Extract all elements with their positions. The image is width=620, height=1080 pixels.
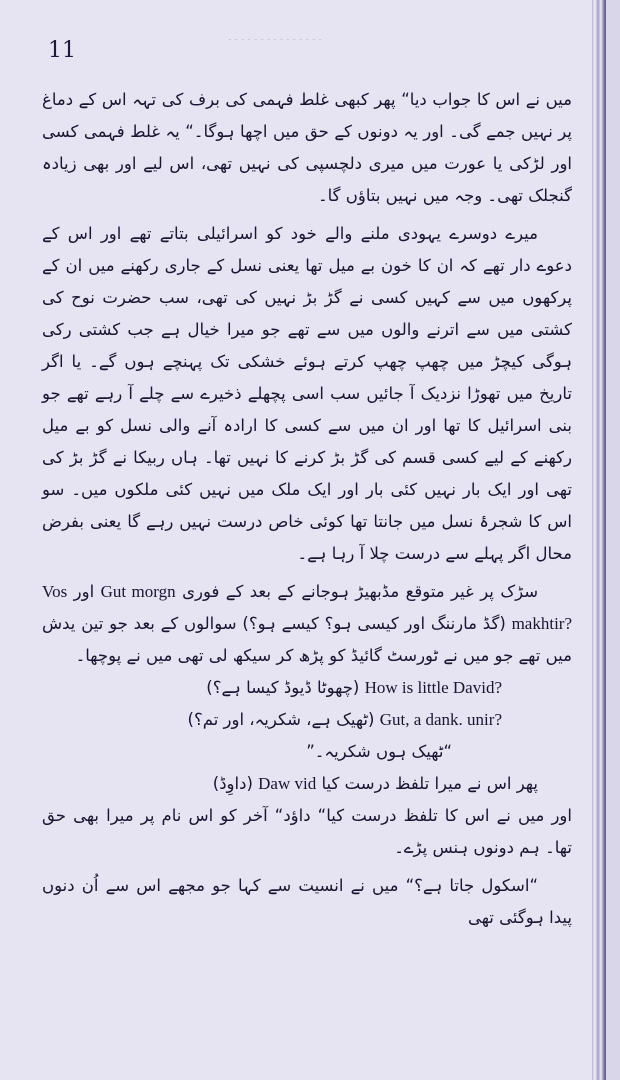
paragraph-3-and: اور — [73, 582, 95, 601]
paragraph-5: اور میں نے اس کا تلفظ درست کیا“ داؤد“ آخر کو اس نام پر میرا بھی حق تھا۔ ہم دونوں ہنس پڑے۔ — [42, 806, 572, 857]
dialogue-2-yiddish: Gut, a dank. unir? — [379, 710, 502, 729]
dialogue-2-urdu: (ٹھیک ہے، شکریہ، اور تم؟) — [187, 710, 375, 729]
paragraph-6: “اسکول جاتا ہے؟“ میں نے انسیت سے کہا جو مجھے اس سے اُن دنوں پیدا ہوگئی تھی — [42, 876, 572, 927]
dialogue-line-2 — [42, 704, 572, 736]
bleed-through-header: ۔۔۔۔۔۔۔۔۔۔۔۔۔۔۔ — [226, 30, 324, 43]
paragraph-3-start: سڑک پر غیر متوقع مڈبھیڑ ہوجانے کے بعد کے فوری — [182, 582, 539, 601]
page-number: 11 — [48, 38, 76, 63]
paragraph-4-start: پھر اس نے میرا تلفظ درست کیا — [321, 774, 538, 793]
dialogue-line-3: “ٹھیک ہوں شکریہ۔” — [306, 742, 452, 761]
pronunciation-daw-vid: Daw vid — [258, 774, 317, 793]
greeting-vos-makhtir: Vos makhtir? — [42, 582, 572, 633]
paragraph-2: میرے دوسرے یہودی ملنے والے خود کو اسرائیلی بتاتے تھے اور اس کے دعوے دار تھے کہ ان کا خون بے میل تھا یعنی نسل کے جاری رکھنے میں ان کے پرکھوں میں سے کہیں کسی نے گڑ بڑ نہیں کی تھی، سب حضرت نوح کی کشتی میں سے اترنے والوں میں سے تھے جو میرا خیال ہے جب کشتی رکی ہوگی کیچڑ میں چھپ چھپ کرتے ہوئے خشکی تک پہنچے ہوں گے۔ یا اگر تاریخ میں تھوڑا نزدیک آ جائیں سب اسی پچھلے ذخیرے سے چلے آ رہے تھے جو بنی اسرائیل کا تھا اور ان میں سے کسی کا ارادہ آنے والی نسل کو بے میل رکھنے کے لیے کسی قسم کی گڑ بڑ کرنے کا نہیں تھا۔ ہاں ربیکا نے گڑ بڑ کی تھی اور ایک بار نہیں کئی بار اور ایک ملک میں نہیں کئی ملکوں میں۔ سو اس کا شجرۂ نسل میں جانتا تھا کوئی خاص درست نہیں رہے گا یعنی بفرض محال اگر پہلے سے درست چلا آ رہا ہے۔ — [42, 224, 572, 563]
paragraph-3 — [42, 576, 572, 672]
paragraph-4-end: (داوِڈ) — [212, 774, 253, 793]
dialogue-line-1 — [42, 672, 572, 704]
dialogue-1-english: How is little David? — [364, 678, 502, 697]
paragraph-4 — [42, 768, 572, 800]
dialogue-1-urdu: (چھوٹا ڈیوڈ کیسا ہے؟) — [206, 678, 360, 697]
page-body — [42, 84, 572, 934]
greeting-gut-morgn: Gut morgn — [100, 582, 176, 601]
paragraph-3-rest: (گڈ مارننگ اور کیسی ہو؟ کیسے ہو؟) سوالوں کے بعد جو تین یدش میں تھے جو میں نے ٹورسٹ گائیڈ کو پڑھ کر سیکھ لی تھی میں نے پوچھا۔ — [42, 614, 572, 665]
paragraph-1: میں نے اس کا جواب دیا“ پھر کبھی غلط فہمی کی برف کی تہہ اس کے دماغ پر نہیں جمے گی۔ اور یہ دونوں کے حق میں اچھا ہوگا۔“ یہ غلط فہمی کسی اور لڑکی یا عورت میں میری دلچسپی کی نہیں تھی، اس لیے اور بھی زیادہ گنجلک تھی۔ وجہ میں نہیں بتاؤں گا۔ — [42, 90, 572, 205]
page-edge-binding — [592, 0, 606, 1080]
